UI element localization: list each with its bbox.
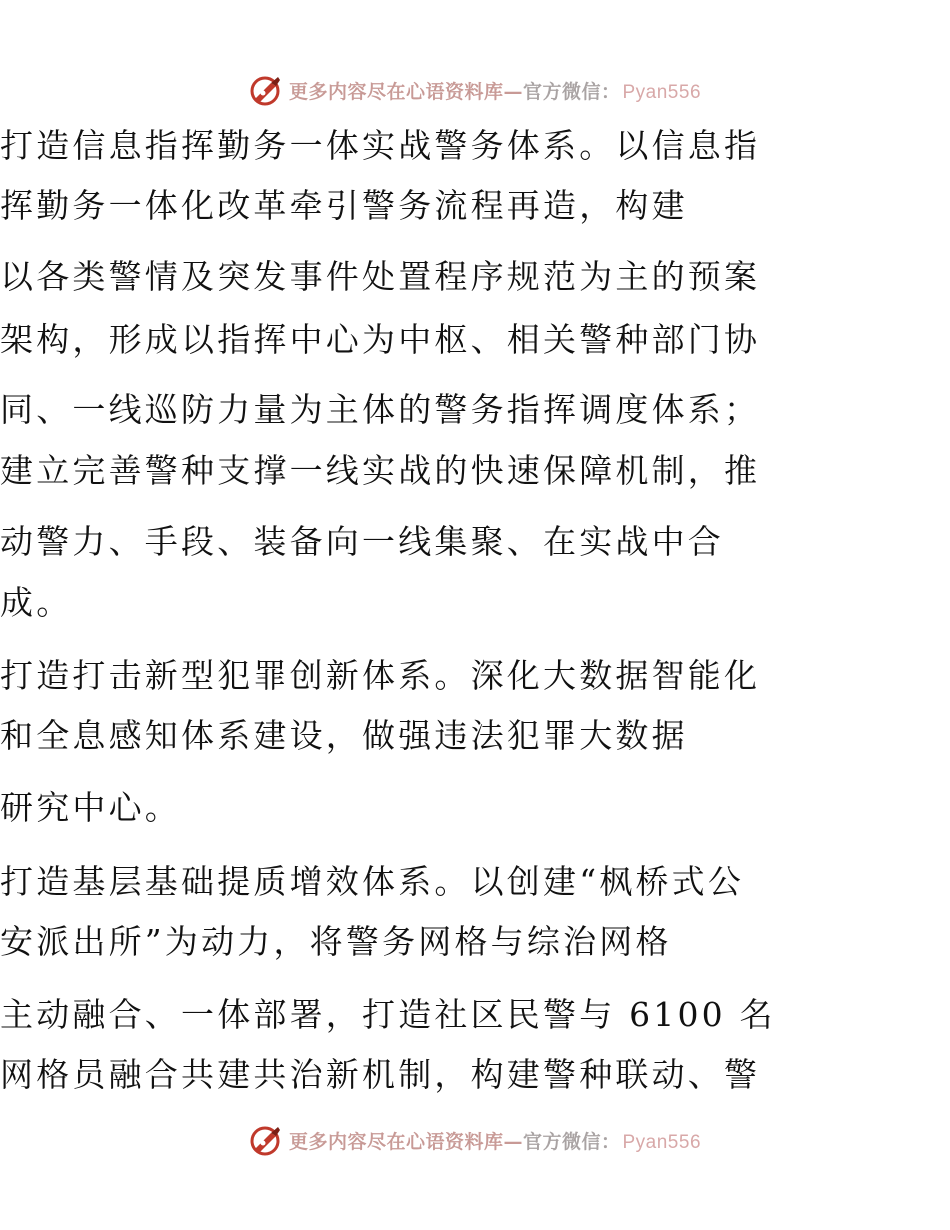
text-line: 打造打击新型犯罪创新体系。深化大数据智能化 — [0, 656, 761, 695]
text-line: 打造基层基础提质增效体系。以创建“枫桥式公 — [0, 862, 745, 901]
text-line: 架构，形成以指挥中心为中枢、相关警种部门协 — [0, 320, 761, 359]
banner-main-text: 更多内容尽在心语资料库 — [288, 80, 504, 103]
pen-logo-icon — [249, 1123, 283, 1157]
banner-wechat-label: 官方微信： — [522, 80, 621, 103]
pen-logo-icon — [249, 73, 283, 107]
banner-separator: — — [503, 1130, 523, 1153]
text-line: 和全息感知体系建设，做强违法犯罪大数据 — [0, 716, 688, 755]
footer-watermark-banner — [0, 1120, 950, 1160]
banner-separator: — — [503, 80, 523, 103]
text-line: 安派出所”为动力，将警务网格与综治网格 — [0, 922, 672, 961]
text-line: 主动融合、一体部署，打造社区民警与 6100 名 — [0, 995, 776, 1034]
text-line: 网格员融合共建共治新机制，构建警种联动、警 — [0, 1055, 761, 1094]
text-line: 动警力、手段、装备向一线集聚、在实战中合 — [0, 522, 724, 561]
text-line: 研究中心。 — [0, 788, 181, 827]
text-line: 以各类警情及突发事件处置程序规范为主的预案 — [0, 257, 761, 296]
banner-text — [289, 1127, 701, 1154]
header-watermark-banner — [0, 70, 950, 110]
text-line: 挥勤务一体化改革牵引警务流程再造，构建 — [0, 186, 688, 225]
banner-main-text: 更多内容尽在心语资料库 — [288, 1130, 504, 1153]
banner-wechat-label: 官方微信： — [522, 1130, 621, 1153]
text-line: 打造信息指挥勤务一体实战警务体系。以信息指 — [0, 126, 761, 165]
banner-wechat-handle: Pyan556 — [622, 1131, 702, 1153]
banner-wechat-handle: Pyan556 — [622, 81, 702, 103]
text-line: 同、一线巡防力量为主体的警务指挥调度体系； — [0, 390, 761, 429]
text-line: 成。 — [0, 583, 73, 622]
text-line: 建立完善警种支撑一线实战的快速保障机制，推 — [0, 451, 761, 490]
banner-text — [289, 77, 701, 104]
